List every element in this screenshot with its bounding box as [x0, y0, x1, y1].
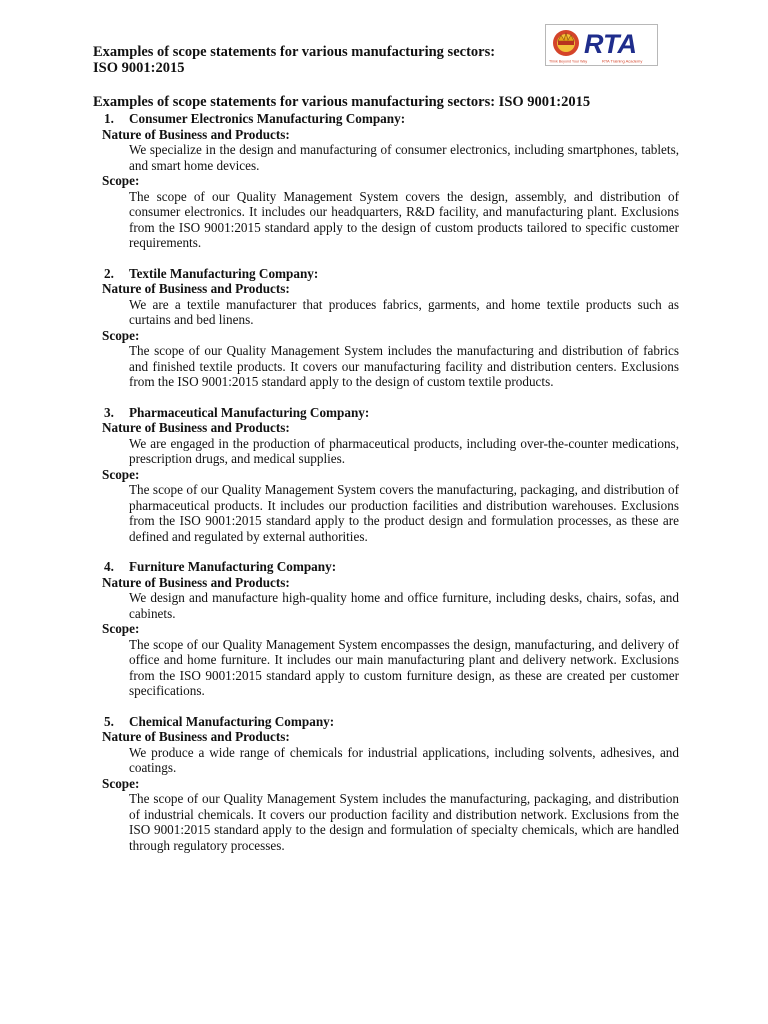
document-body	[93, 94, 683, 868]
scope-section	[93, 714, 683, 854]
scope-text: The scope of our Quality Management System includes the manufacturing, packaging, and distribution of industrial chemicals. It covers our production facility and distribution network. Exclusions from the ISO 9001:2015 standard apply to the design and formulation of specialty chemicals, which are handled through regulatory processes.	[129, 791, 679, 853]
section-heading-text: Pharmaceutical Manufacturing Company:	[129, 404, 370, 420]
scope-section	[93, 111, 683, 251]
rta-logo	[545, 24, 658, 66]
header-title-line1: Examples of scope statements for various manufacturing sectors:	[93, 44, 496, 60]
scope-label: Scope:	[102, 173, 140, 188]
nature-label: Nature of Business and Products:	[102, 729, 290, 744]
section-number: 1.	[104, 111, 114, 126]
header-title-line2: ISO 9001:2015	[93, 60, 185, 76]
scope-section	[93, 266, 683, 390]
scope-text: The scope of our Quality Management System covers the manufacturing, packaging, and distribution of pharmaceutical products. It includes our production facilities and distribution warehouses. Exclusions from the ISO 9001:2015 standard apply to the product design and formulation processes, as these are defined and regulated by external authorities.	[129, 482, 679, 544]
document-title: Examples of scope statements for various manufacturing sectors: ISO 9001:2015	[93, 94, 591, 110]
nature-text: We specialize in the design and manufacturing of consumer electronics, including smartphones, tablets, and smart home devices.	[129, 142, 679, 173]
logo-text: RTA	[584, 29, 637, 59]
nature-label: Nature of Business and Products:	[102, 281, 290, 296]
nature-text: We are engaged in the production of pharmaceutical products, including over-the-counter medications, prescription drugs, and medical supplies.	[129, 435, 679, 466]
sections-list	[93, 111, 683, 853]
section-heading-text: Textile Manufacturing Company:	[129, 265, 319, 281]
scope-text: The scope of our Quality Management System covers the design, assembly, and distribution of consumer electronics. It includes our headquarters, R&D facility, and manufacturing plant. Exclusions from the ISO 9001:2015 standard apply to the design of custom products tailored to specific customer requirements.	[129, 188, 679, 250]
scope-label: Scope:	[102, 775, 140, 791]
logo-tagline-right: RTA Training Academy	[602, 58, 643, 64]
scope-label: Scope:	[102, 621, 140, 636]
section-heading	[93, 111, 683, 127]
section-heading	[93, 266, 683, 282]
scope-text: The scope of our Quality Management System includes the manufacturing and distribution of fabrics and finished textile products. It covers our manufacturing facility and distribution centers. Exclusions from the ISO 9001:2015 standard apply to the design of custom textile products.	[129, 343, 679, 389]
scope-label: Scope:	[102, 327, 140, 343]
nature-text: We design and manufacture high-quality home and office furniture, including desks, chairs, sofas, and cabinets.	[129, 590, 679, 621]
nature-text: We are a textile manufacturer that produces fabrics, garments, and home textile products such as curtains and bed linens.	[129, 296, 679, 327]
logo-tagline-left: Think Beyond Your Way	[549, 59, 588, 64]
section-heading-text: Chemical Manufacturing Company:	[129, 713, 335, 729]
scope-section	[93, 405, 683, 545]
header-title	[93, 44, 543, 76]
scope-label: Scope:	[102, 466, 140, 482]
section-heading	[93, 714, 683, 730]
section-number: 5.	[104, 713, 114, 729]
nature-label: Nature of Business and Products:	[102, 126, 290, 142]
nature-label: Nature of Business and Products:	[102, 420, 290, 435]
section-number: 3.	[104, 404, 114, 420]
section-heading	[93, 559, 683, 575]
scope-section	[93, 559, 683, 699]
nature-label: Nature of Business and Products:	[102, 574, 290, 590]
section-number: 2.	[104, 265, 114, 281]
section-heading	[93, 405, 683, 421]
section-heading-text: Furniture Manufacturing Company:	[129, 559, 337, 574]
crown-emblem-icon	[553, 30, 579, 56]
nature-text: We produce a wide range of chemicals for industrial applications, including solvents, adhesives, and coatings.	[129, 744, 679, 775]
scope-text: The scope of our Quality Management System encompasses the design, manufacturing, and delivery of office and home furniture. It includes our main manufacturing plant and delivery network. Exclusions from the ISO 9001:2015 standard apply to custom furniture design, as these are created per customer specifications.	[129, 636, 679, 698]
section-number: 4.	[104, 559, 114, 574]
section-heading-text: Consumer Electronics Manufacturing Company:	[129, 111, 406, 126]
